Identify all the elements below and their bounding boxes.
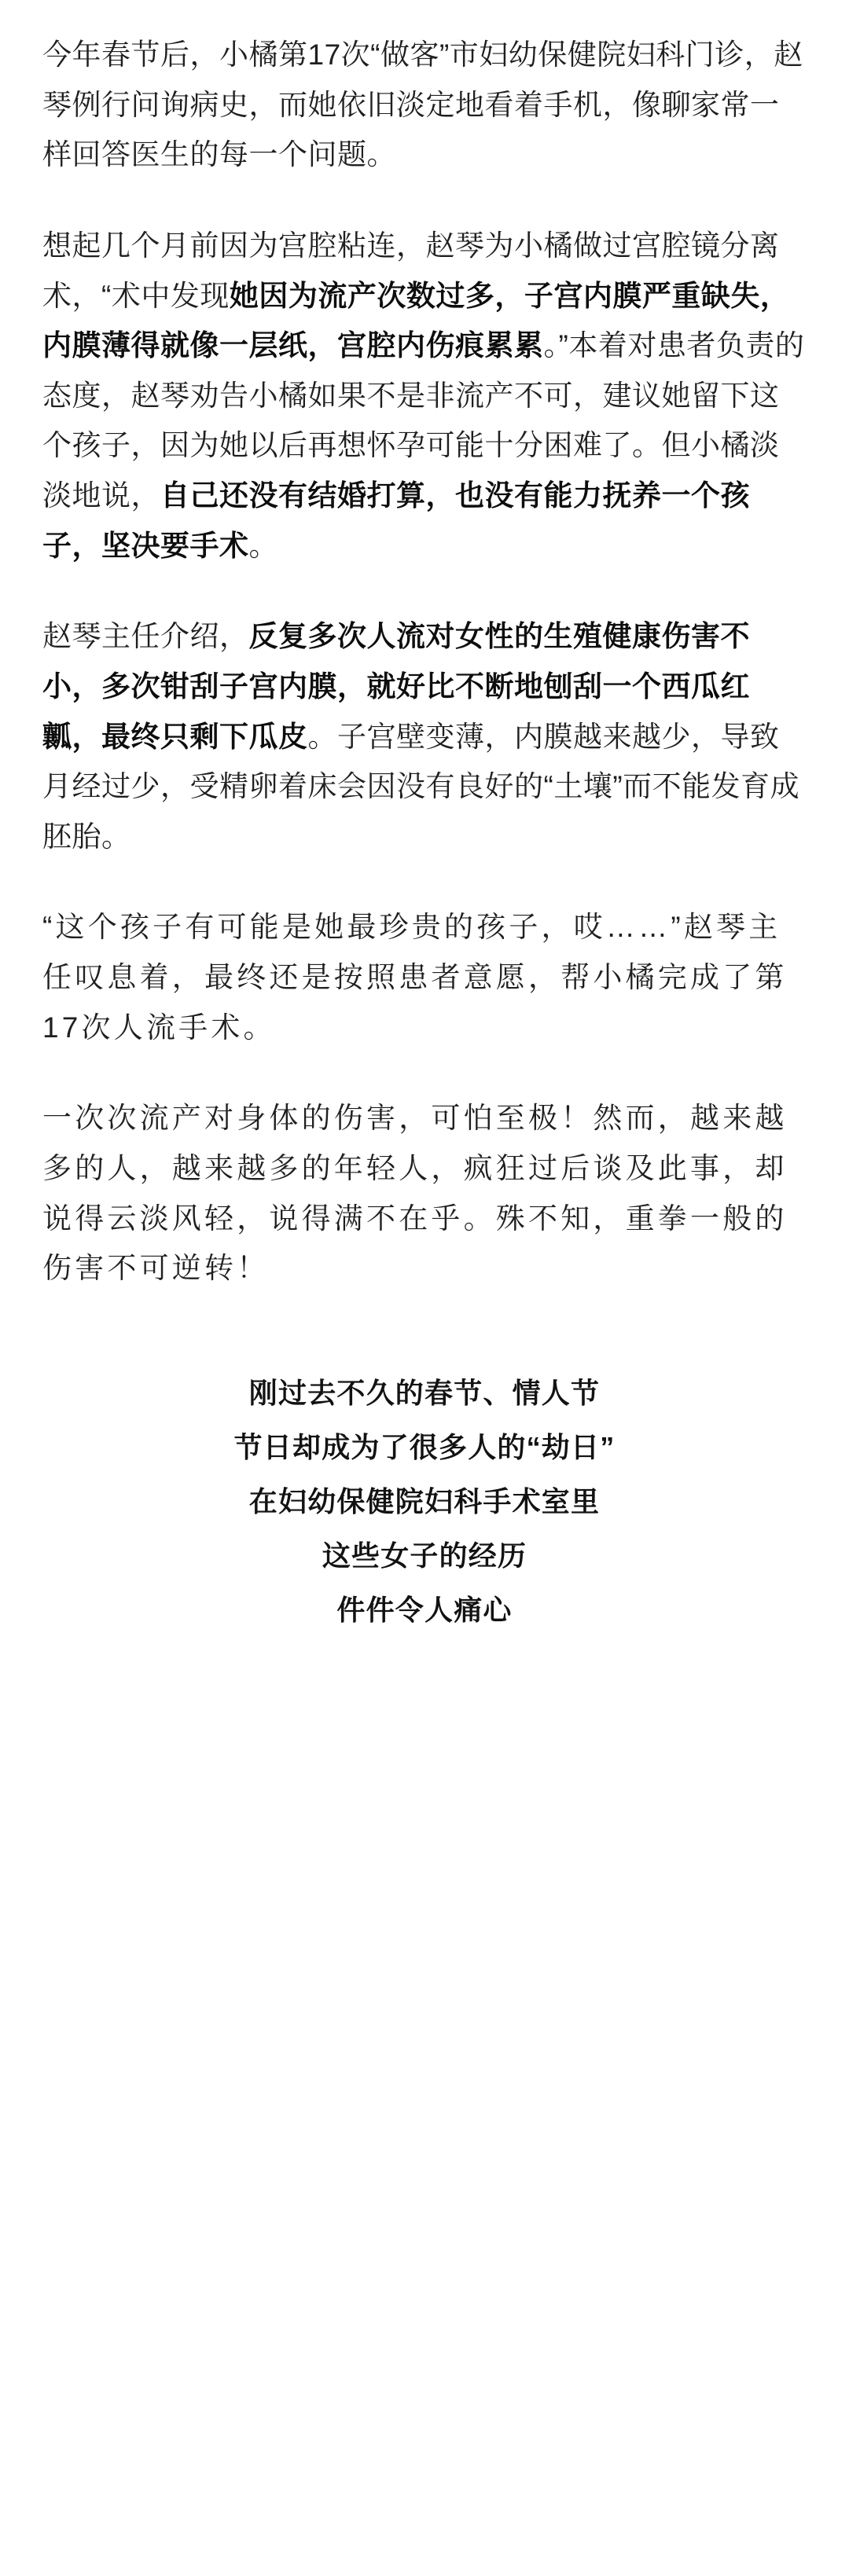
body-text: 赵琴主任介绍，: [42, 620, 249, 653]
closing-line: 刚过去不久的春节、情人节: [248, 1376, 601, 1409]
body-text: 一次次流产对身体的伤害，可怕至极！然而，越来越多的人，越来越多的年轻人，疯狂过后谈及此事，却说得云淡风轻，说得满不在乎。殊不知，重拳一般的伤害不可逆转！: [42, 1102, 788, 1285]
closing-line: 在妇幼保健院妇科手术室里: [248, 1484, 601, 1517]
body-text: “这个孩子有可能是她最珍贵的孩子，哎……”赵琴主任叹息着，最终还是按照患者意愿，帮小橘完成了第17次人流手术。: [42, 911, 788, 1044]
paragraph: [42, 30, 807, 180]
body-text: 。: [248, 529, 278, 562]
closing-stanza: [42, 1366, 807, 1638]
closing-line: 节日却成为了很多人的“劫日”: [233, 1430, 616, 1463]
body-text: 今年春节后，小橘第17次“做客”市妇幼保健院妇科门诊，赵琴例行问询病史，而她依旧淡定地看着手机，像聊家常一样回答医生的每一个问题。: [42, 39, 803, 171]
body-text: 想起几个月前因为宫腔粘连，赵琴为小橘做过宫腔镜分离术，“术中发现: [42, 229, 780, 312]
paragraph-list: [42, 30, 807, 1294]
emphasis-text: 她因为流产次数过多，子宫内膜严重缺失，内膜薄得就像一层纸，宫腔内伤痕累累: [42, 279, 790, 362]
closing-line: 这些女子的经历: [322, 1539, 527, 1572]
body-text: 。子宫壁变薄，内膜越来越少，导致月经过少，受精卵着床会因没有良好的“土壤”而不能发育成胚胎。: [42, 720, 800, 853]
paragraph: [42, 611, 807, 861]
emphasis-text: 反复多次人流对女性的生殖健康伤害不小，多次钳刮子宫内膜，就好比不断地刨刮一个西瓜红瓤，最终只剩下瓜皮: [42, 620, 750, 753]
emphasis-text: 自己还没有结婚打算，也没有能力抚养一个孩子，坚决要手术: [42, 479, 750, 562]
closing-line: 件件令人痛心: [336, 1594, 513, 1627]
body-text: 。”本着对患者负责的态度，赵琴劝告小橘如果不是非流产不可，建议她留下这个孩子，因为她以后再想怀孕可能十分困难了。但小橘淡淡地说，: [42, 329, 805, 512]
paragraph: [42, 221, 807, 571]
paragraph: [42, 902, 807, 1052]
paragraph: [42, 1093, 807, 1294]
